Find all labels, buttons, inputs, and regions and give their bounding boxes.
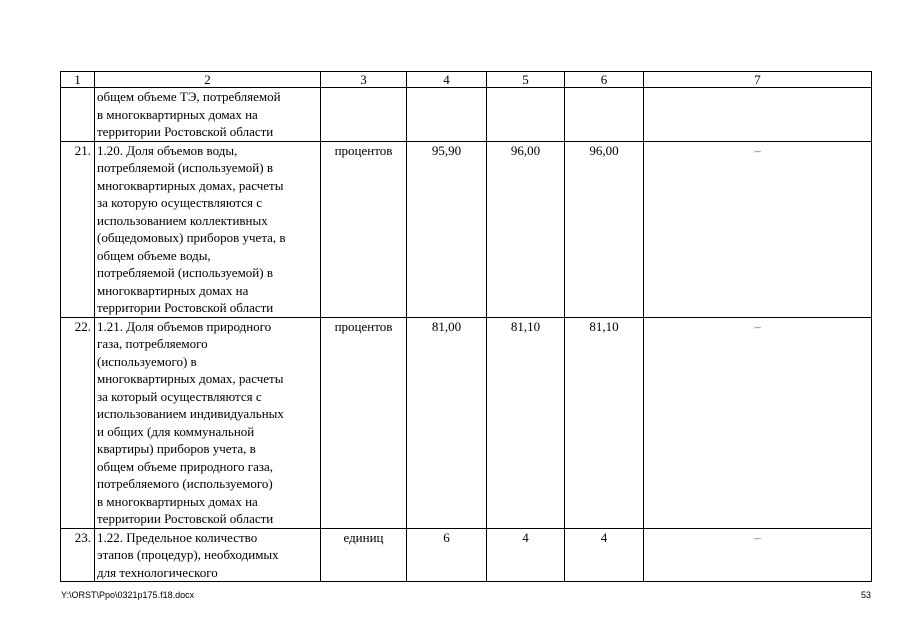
indicator-name-line: в многоквартирных домах на: [97, 106, 258, 122]
indicator-name-line: использованием коллективных: [97, 212, 268, 228]
row-number-cell: 21.: [61, 141, 95, 317]
table-row: [61, 141, 872, 317]
header-cell: 2: [95, 72, 321, 88]
indicator-name-line: использованием индивидуальных: [97, 406, 284, 421]
value-col4-cell: 6: [407, 528, 487, 582]
indicator-name-line: этапов (процедур), необходимых: [97, 547, 279, 562]
indicator-name-line: в многоквартирных домах на: [97, 493, 258, 509]
header-cell: 4: [407, 72, 487, 88]
indicator-name-line: 1.21. Доля объемов природного: [97, 318, 272, 334]
indicator-name-line: (общедомовых) приборов учета, в: [97, 230, 286, 245]
indicator-name-cell: [95, 141, 321, 317]
header-cell: 6: [565, 72, 644, 88]
indicator-name-line: (используемого) в: [97, 353, 197, 369]
indicator-name-line: потребляемого (используемого): [97, 476, 273, 491]
row-number-cell: 22.: [61, 317, 95, 528]
indicator-name-line: для технологического: [97, 564, 218, 580]
table-row: [61, 88, 872, 142]
indicator-name-line: и общих (для коммунальной: [97, 423, 255, 439]
column-number-header-row: [61, 72, 872, 88]
indicator-name-cell: [95, 528, 321, 582]
value-col6-cell: [565, 88, 644, 142]
value-col5-cell: 81,10: [487, 317, 565, 528]
indicator-name-line: общем объеме ТЭ, потребляемой: [97, 89, 281, 104]
header-cell: 5: [487, 72, 565, 88]
value-col4-cell: 81,00: [407, 317, 487, 528]
footer-file-path: Y:\ORST\Ppo\0321p175.f18.docx: [61, 590, 195, 600]
indicator-name-line: за который осуществляются с: [97, 388, 262, 404]
indicator-name-line: 1.20. Доля объемов воды,: [97, 142, 238, 158]
indicator-name-line: потребляемой (используемой) в: [97, 265, 273, 280]
value-col6-cell: 4: [565, 528, 644, 582]
indicator-name-line: общем объеме воды,: [97, 247, 211, 263]
indicator-name-line: многоквартирных домах, расчеты: [97, 371, 284, 386]
indicator-name-line: территории Ростовской области: [97, 300, 274, 315]
row-number-cell: 23.: [61, 528, 95, 582]
value-col4-cell: [407, 88, 487, 142]
value-col6-cell: 81,10: [565, 317, 644, 528]
value-col7-cell: –: [644, 317, 872, 528]
indicator-name-line: общем объеме природного газа,: [97, 458, 274, 474]
value-col4-cell: 95,90: [407, 141, 487, 317]
value-col7-cell: –: [644, 528, 872, 582]
indicator-name-line: потребляемой (используемой) в: [97, 160, 273, 175]
header-cell: 1: [61, 72, 95, 88]
indicator-name-line: за которую осуществляются с: [97, 195, 263, 210]
indicator-name-line: территории Ростовской области: [97, 511, 274, 526]
indicator-name-line: территории Ростовской области: [97, 124, 274, 139]
unit-cell: [321, 88, 407, 142]
indicator-name-cell: [95, 317, 321, 528]
indicator-name-line: 1.22. Предельное количество: [97, 529, 258, 545]
indicator-name-line: квартиры) приборов учета, в: [97, 441, 256, 456]
header-cell: 3: [321, 72, 407, 88]
unit-cell: единиц: [321, 528, 407, 582]
value-col5-cell: 4: [487, 528, 565, 582]
value-col5-cell: [487, 88, 565, 142]
value-col6-cell: 96,00: [565, 141, 644, 317]
indicators-table: [60, 71, 872, 582]
table-row: [61, 317, 872, 528]
value-col7-cell: [644, 88, 872, 142]
indicator-name-line: газа, потребляемого: [97, 336, 208, 351]
indicator-name-cell: [95, 88, 321, 142]
header-cell: 7: [644, 72, 872, 88]
footer-page-number: 53: [860, 590, 871, 600]
table-row: [61, 528, 872, 582]
value-col5-cell: 96,00: [487, 141, 565, 317]
unit-cell: процентов: [321, 141, 407, 317]
indicator-name-line: многоквартирных домах, расчеты: [97, 177, 284, 193]
value-col7-cell: –: [644, 141, 872, 317]
unit-cell: процентов: [321, 317, 407, 528]
indicator-name-line: многоквартирных домах на: [97, 282, 249, 298]
row-number-cell: [61, 88, 95, 142]
